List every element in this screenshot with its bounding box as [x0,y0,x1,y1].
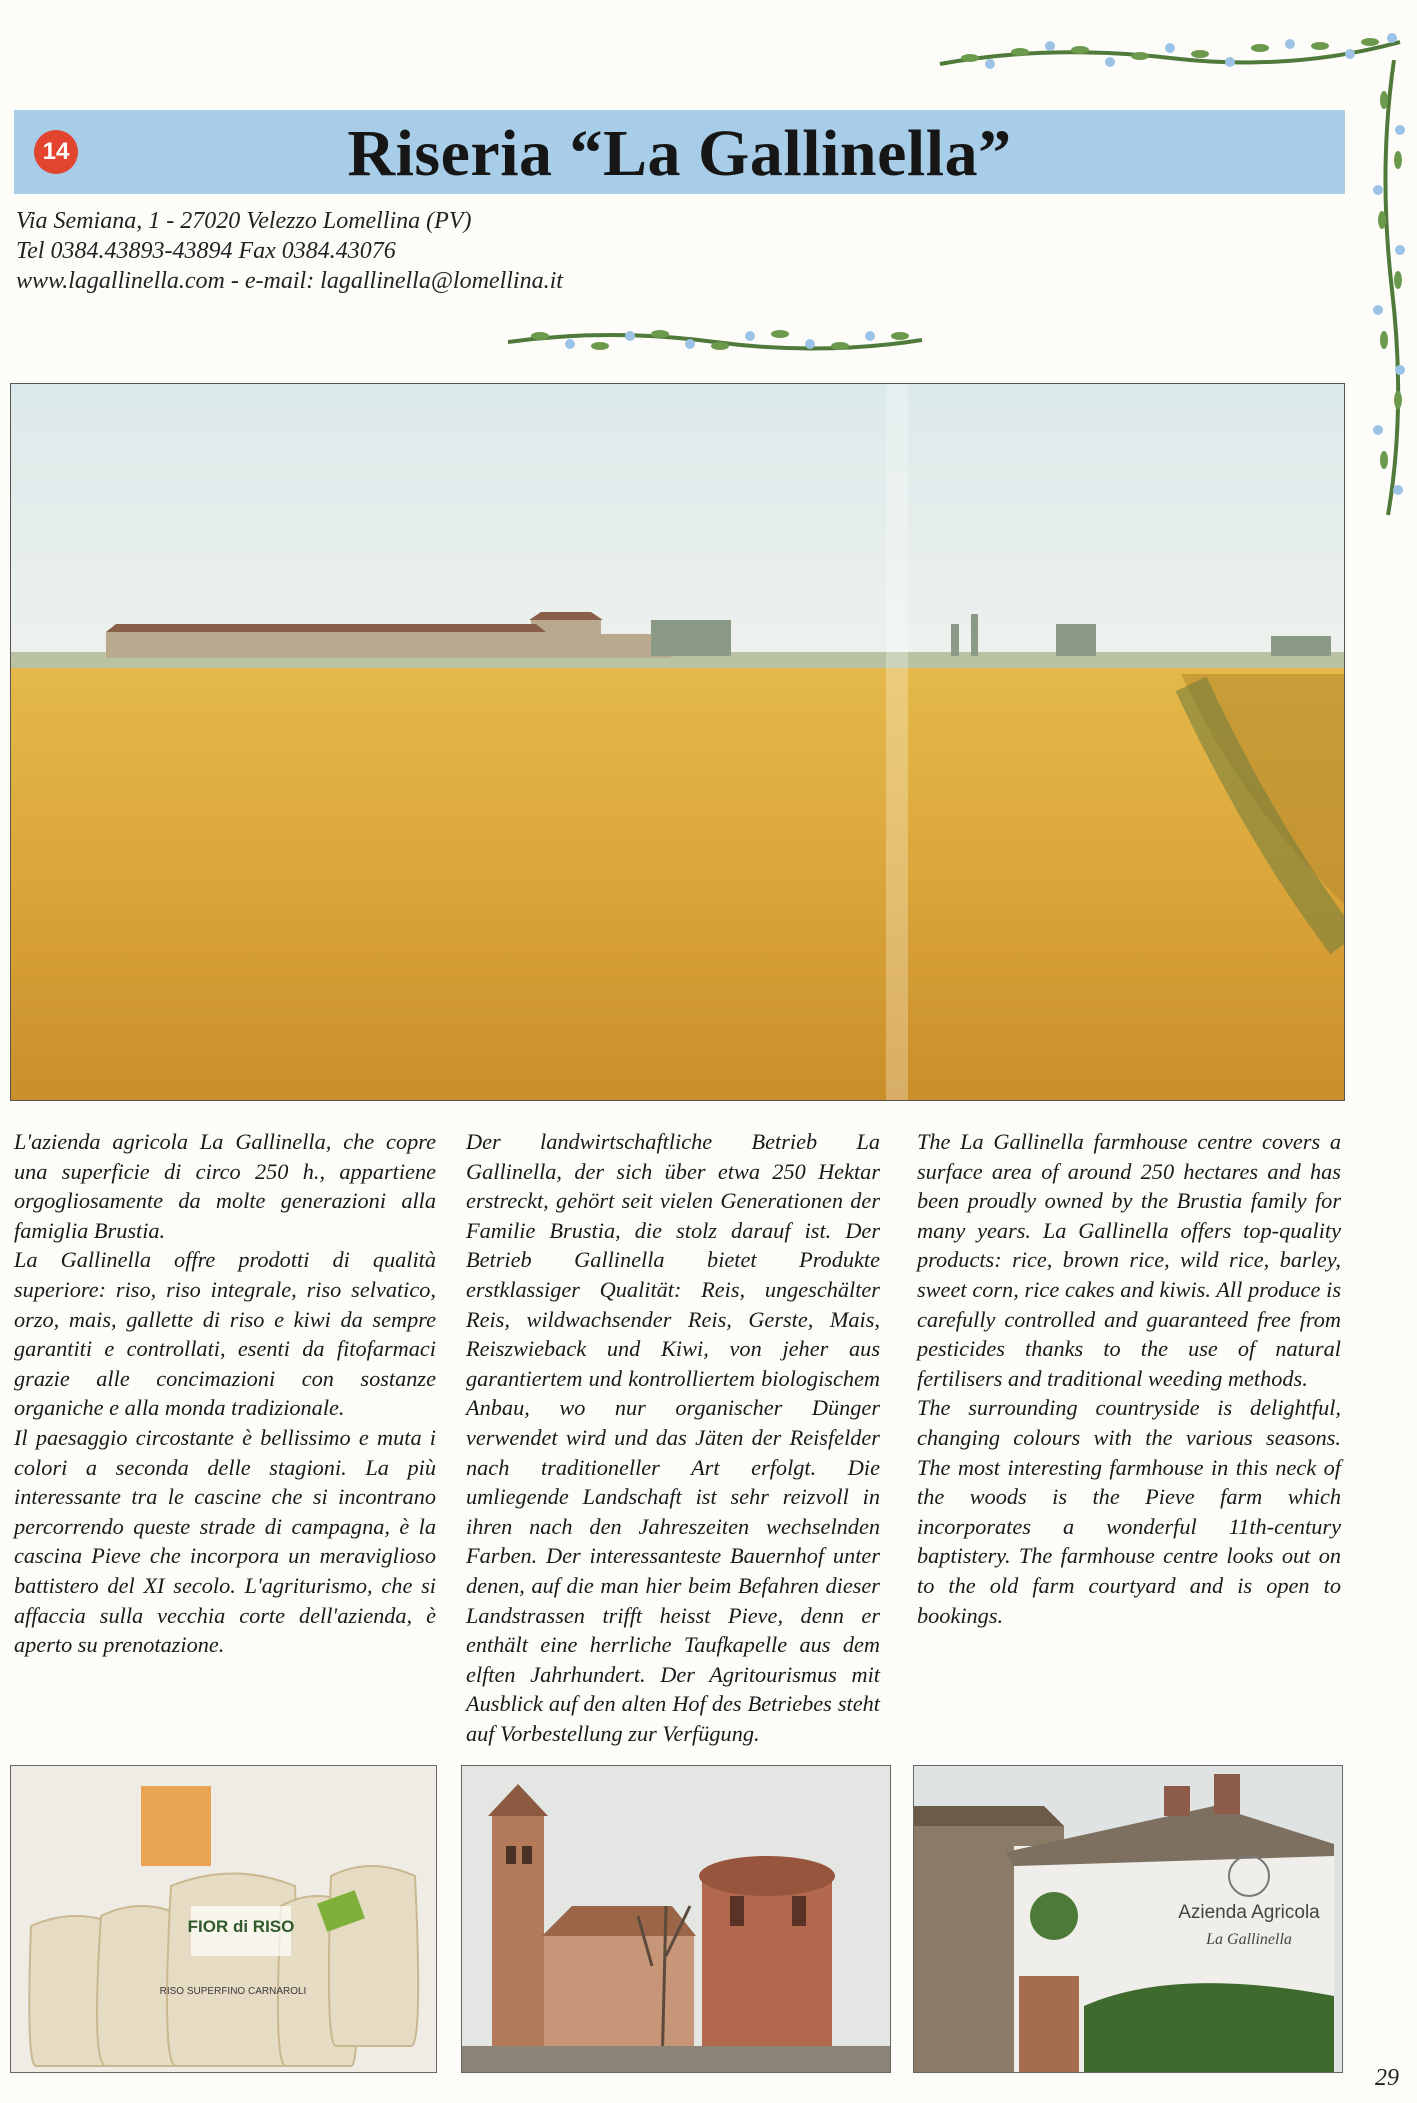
floral-garland-side [1364,60,1416,520]
title-banner [14,110,1345,194]
page-number: 29 [1375,2065,1399,2091]
german-paragraph: Der landwirtschaftliche Betrieb La Gallinella, der sich über etwa 250 Hektar erstreckt, gehört seit vielen Generationen der Familie Brustia, die stolz darauf ist. Der Betrieb Gallinella bietet Produkte erstklassiger Qualität: Reis, ungeschälter Reis, wildwachsender Reis, Gerste, Mais, Reiszwieback und Kiwi, von jeher aus garantiertem und kontrolliertem biologischem Anbau, wo nur organischer Dünger verwendet wird und das Jäten der Reisfelder nach traditioneller Art erfolgt. Die umliegende Landschaft ist sehr reizvoll in ihren nach den Jahreszeiten wechselnden Farben. Der interessanteste Bauernhof unter denen, auf die man hier beim Befahren dieser Landstrassen trifft heisst Pieve, denn er enthält eine herrliche Taufkapelle aus dem elften Jahrhundert. Der Agritourismus mit Ausblick auf den alten Hof des Betriebes steht auf Vorbestellung zur Verfügung. [466,1129,880,1746]
italian-paragraph: L'azienda agricola La Gallinella, che copre una superficie di circo 250 h., appartiene orgogliosamente da molte generazioni alla famiglia Brustia. [14,1129,436,1243]
bag-sub-label: RISO SUPERFINO CARNAROLI [159,1986,307,1997]
farm-entrance-photo [913,1765,1343,2073]
english-paragraph: The surrounding countryside is delightful, changing colours with the various seasons. The most interesting farmhouse in this neck of the woods is the Pieve farm which incorporates a wonderful 11th-century baptistery. The farmhouse centre looks out on to the old farm courtyard and is open to bookings. [917,1395,1341,1628]
italian-text-column [14,1127,436,1660]
floral-garland-top [930,24,1410,84]
phone-fax: Tel 0384.43893-43894 Fax 0384.43076 [16,238,396,264]
pieve-baptistery-photo [461,1765,891,2073]
address-block [16,206,716,296]
rice-field-photo [10,383,1345,1101]
english-text-column [917,1127,1341,1630]
web-email: www.lagallinella.com - e-mail: lagallinella@lomellina.it [16,268,563,294]
page-title: Riseria “La Gallinella” [347,117,1012,190]
english-paragraph: The La Gallinella farmhouse centre covers a surface area of around 250 hectares and has been proudly owned by the Brustia family for many years. La Gallinella offers top-quality products: rice, brown rice, wild rice, barley, sweet corn, rice cakes and kiwis. All produce is carefully controlled and guaranteed free from pesticides thanks to the use of natural fertilisers and traditional weeding methods. [917,1129,1341,1391]
rice-bags-photo [10,1765,437,2073]
italian-paragraph: Il paesaggio circostante è bellissimo e muta i colori a seconda delle stagioni. La più interessante tra le cascine che si incontrano percorrendo queste strade di campagna, è la cascina Pieve che incorpora un meraviglioso battistero del XI secolo. L'agriturismo, che si affaccia sulla vecchia corte dell'azienda, è aperto su prenotazione. [14,1424,436,1658]
farm-sign-line-2: La Gallinella [1206,1931,1292,1948]
farm-sign-line-1: Azienda Agricola [1178,1902,1320,1923]
italian-paragraph: La Gallinella offre prodotti di qualità superiore: riso, riso integrale, riso selvatico, orzo, mais, gallette di riso e kiwi da sempre garantiti e controllati, esenti da fitofarmaci grazie alle concimazioni con sostanze organiche e alla monda tradizionale. [14,1247,436,1421]
street-address: Via Semiana, 1 - 27020 Velezzo Lomellina (PV) [16,208,472,234]
german-text-column [466,1127,880,1748]
entry-number-badge: 14 [34,130,78,174]
floral-garland-divider [500,318,930,362]
bag-label: FIOR di RISO [187,1917,295,1936]
